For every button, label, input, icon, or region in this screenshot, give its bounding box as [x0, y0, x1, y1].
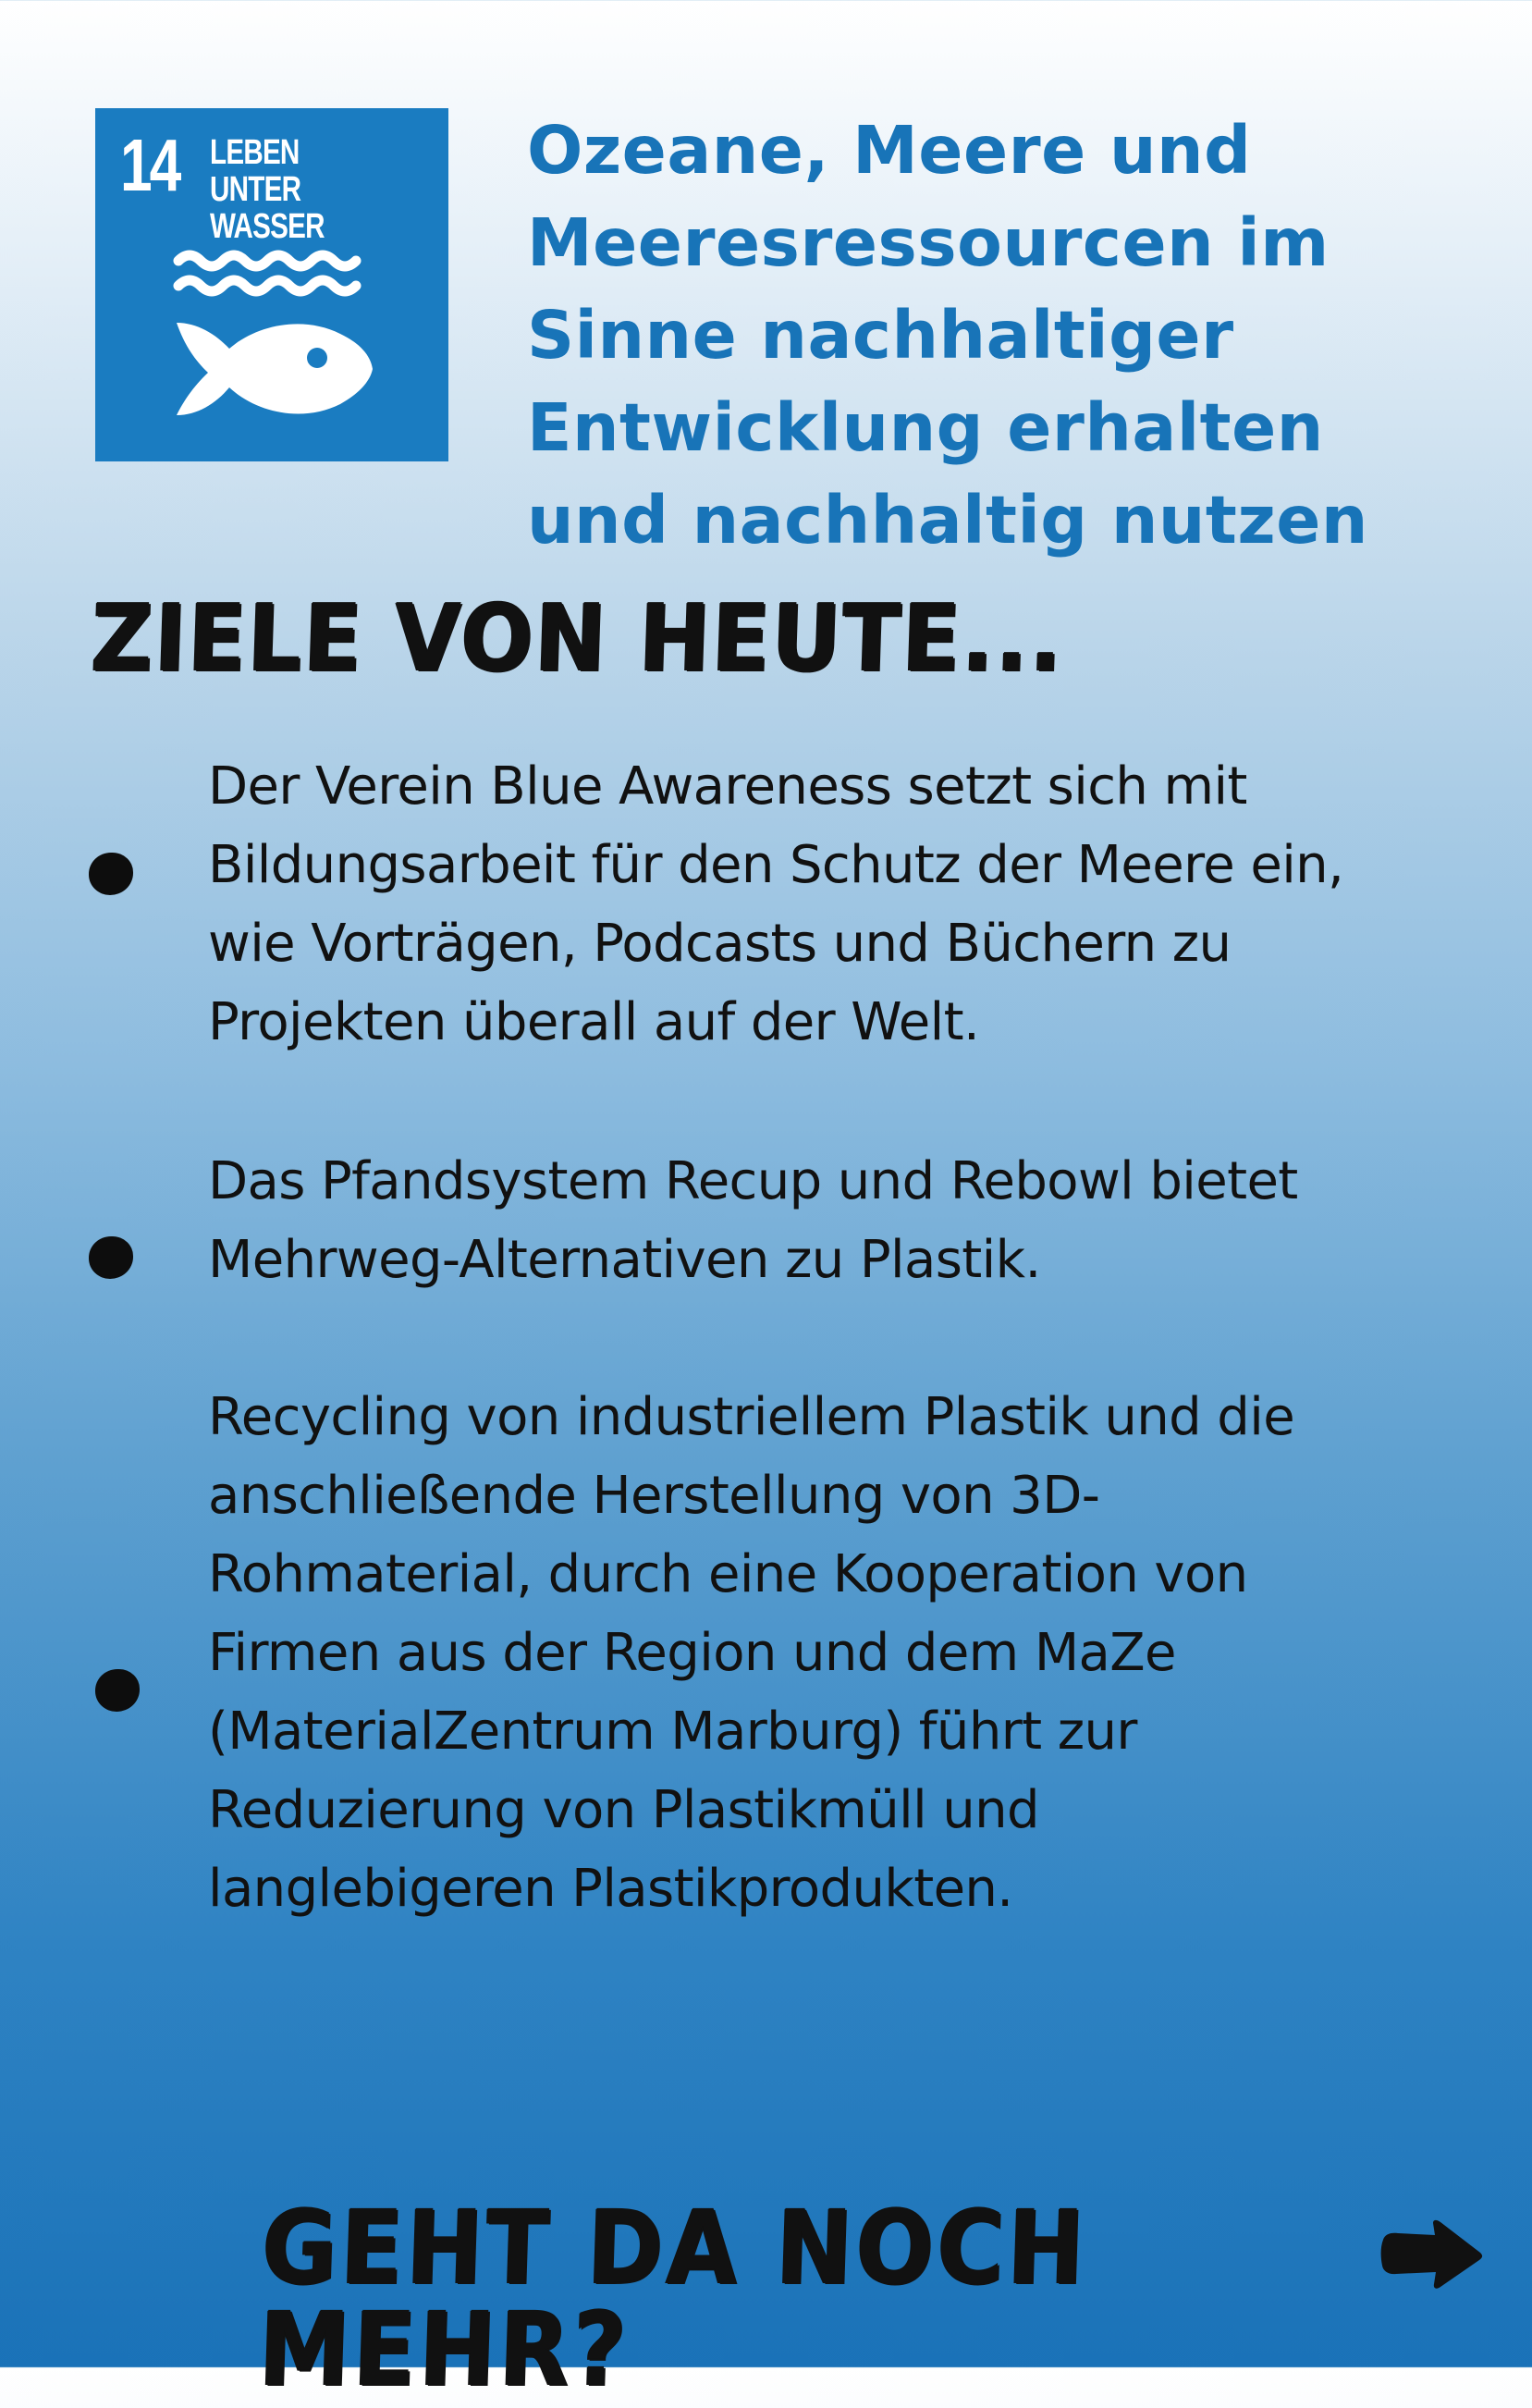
sdg-label-line: WASSER: [210, 207, 325, 246]
arrow-right-icon: [1378, 2219, 1484, 2290]
headline-line: Entwicklung erhalten: [527, 389, 1324, 466]
bullet-line: Mehrweg-Alternativen zu Plastik.: [208, 1230, 1041, 1290]
bullet-line: Das Pfandsystem Recup und Rebowl bietet: [208, 1151, 1298, 1211]
bullet-line: Bildungsarbeit für den Schutz der Meere ein,: [208, 835, 1344, 895]
bullet-line: Firmen aus der Region und dem MaZe: [208, 1623, 1176, 1683]
bullet-dot: [89, 853, 133, 895]
bullet-line: Der Verein Blue Awareness setzt sich mit: [208, 756, 1247, 817]
bullet-line: langlebigeren Plastikprodukten.: [208, 1859, 1013, 1919]
bullet-text: [208, 747, 1502, 1062]
bullet-line: Reduzierung von Plastikmüll und: [208, 1780, 1040, 1840]
headline-line: Meeresressourcen im: [527, 204, 1330, 281]
bullet-text: [208, 1378, 1502, 1928]
headline-line: Ozeane, Meere und: [527, 112, 1252, 189]
sdg-number: 14: [120, 124, 179, 206]
bullet-dot: [95, 1669, 140, 1712]
bullet-line: anschließende Herstellung von 3D-: [208, 1466, 1100, 1526]
bullet-text: [208, 1142, 1502, 1299]
sdg-label-line: LEBEN UNTER: [210, 133, 301, 209]
bullet-line: Rohmaterial, durch eine Kooperation von: [208, 1544, 1248, 1604]
headline: [527, 104, 1452, 567]
bullet-line: (MaterialZentrum Marburg) führt zur: [208, 1702, 1137, 1762]
footer-cta: GEHT DA NOCH MEHR?: [256, 2188, 1090, 2408]
bullet-line: wie Vorträgen, Podcasts und Büchern zu: [208, 914, 1232, 974]
sdg-14-tile: [95, 108, 448, 461]
fish-waves-icon: [95, 108, 448, 461]
bullet-line: Recycling von industriellem Plastik und die: [208, 1387, 1295, 1447]
bullet-dot: [89, 1236, 133, 1279]
bullet-line: Projekten überall auf der Welt.: [208, 992, 980, 1052]
section-title: ZIELE VON HEUTE...: [89, 584, 1066, 692]
headline-line: und nachhaltig nutzen: [527, 482, 1368, 559]
headline-line: Sinne nachhaltiger: [527, 297, 1234, 374]
